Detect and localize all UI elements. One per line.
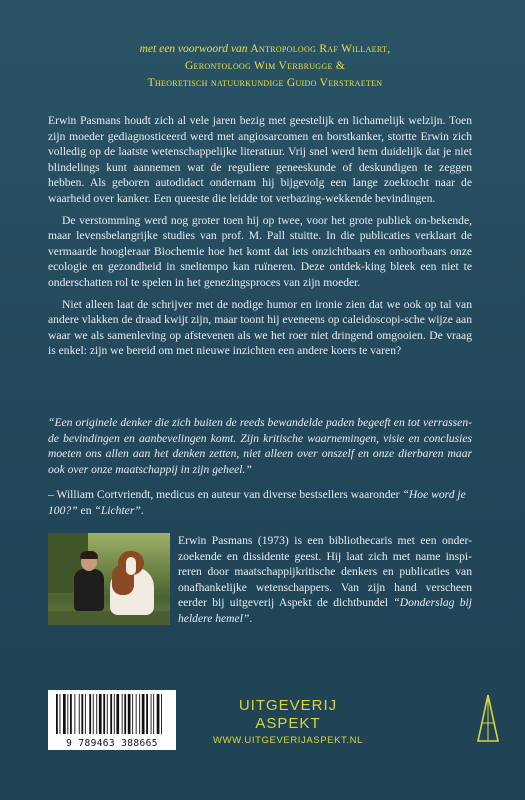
endorsement-quote: “Een originele denker die zich buiten de reeds bewandelde paden begeeft en tot verrassen-de bevindingen en aanbevelingen komt. Zijn kritische waarnemingen, visie en conclusies moeten ons allen aan het denken zetten, niet alleen over onszelf en onze dierbaren maar ook over onze maatschappij in zijn geheel.” (48, 416, 472, 476)
author-photo (48, 533, 170, 625)
attribution-prefix: – William Cortvriendt, medicus en auteur van diverse bestsellers waaronder (48, 488, 400, 501)
blurb-paragraph-3: Niet alleen laat de schrijver met de nodige humor en ironie zien dat we ook op tal van andere vlakken de draad kwijt zijn, maar toont hij eveneens op caleidoscopi-sche wijze aan waar we als samenleving op afstevenen als we het roer niet dringend omgooien. De vraag is enkel: zijn we bereid om met nieuwe inzichten een andere koers te varen? (48, 297, 472, 358)
barcode-bar (114, 694, 115, 734)
barcode-bar (96, 694, 97, 734)
foreword-credits (60, 41, 470, 92)
barcode-bar (128, 694, 131, 734)
barcode-bar (161, 694, 162, 734)
bio-book: “Donderslag bij heldere hemel” (178, 596, 472, 625)
attribution-mid: en (80, 503, 92, 517)
barcode-bar (151, 694, 152, 734)
barcode-bar (136, 694, 137, 734)
isbn-digits: 9 789463 388665 (66, 738, 158, 749)
barcode-bar (107, 694, 108, 734)
barcode-bar (85, 694, 86, 734)
foreword-name-3: Theoretisch natuurkundige Guido Verstraeten (147, 77, 383, 89)
blurb (48, 113, 472, 359)
foreword-name-1: Antropoloog Raf Willaert, (250, 43, 391, 55)
barcode-bar (93, 694, 94, 734)
barcode-bars (48, 690, 176, 738)
publisher-name: UITGEVERIJ ASPEKT (238, 697, 338, 732)
barcode-bar (63, 694, 66, 734)
barcode-bar (81, 694, 83, 734)
author-bio (178, 533, 472, 627)
barcode-bar (74, 694, 75, 734)
publisher-block (208, 697, 368, 746)
publisher-url: WWW.UITGEVERIJASPEKT.NL (213, 735, 363, 746)
barcode-bar (139, 694, 140, 734)
barcode-bar (99, 694, 102, 734)
barcode-bar (132, 694, 133, 734)
barcode-bar (142, 694, 145, 734)
barcode-bar (67, 694, 68, 734)
barcode-bar (116, 694, 119, 734)
endorsement-attribution (48, 487, 472, 518)
blurb-paragraph-2: De verstomming werd nog groter toen hij op twee, voor het grote publiek on-bekende, maar levensbelangrijke studies van prof. M. Pall stuitte. In die publicaties verklaart de vermaarde hoogleraar Biochemie hoe het komt dat iets onzichtbaars en onhoorbaars onze ecologie en gezondheid in sneltempo kan ruïneren. Deze ontdek-king bleek een niet te onderschatten rol te spelen in het genezingsproces van zijn moeder. (48, 213, 472, 289)
barcode-bar (122, 694, 123, 734)
barcode-bar (146, 694, 148, 734)
barcode-bar (70, 694, 72, 734)
attribution-book-1: “Hoe word je 100?” (48, 488, 466, 517)
barcode-bar (56, 694, 58, 734)
blurb-paragraph-1: Erwin Pasmans houdt zich al vele jaren bezig met geestelijk en lichamelijk welzijn. Toen zijn moeder gediagnosticeerd werd met angiosarcomen en borstkanker, stortte Erwin zich volledig op de laatste wetenschappelijke literatuur. Vrij snel werd hem duidelijk dat je niet blindelings kunt aannemen wat de reguliere geneeskunde of deskundigen te zeggen hebben. Als geboren autodidact ondernam hij bijgevolg een lange zoektocht naar de waarheid over kanker. Een queeste die leidde tot verbazing-wekkende bevindingen. (48, 114, 472, 205)
barcode-bar (60, 694, 61, 734)
barcode-bar (157, 694, 160, 734)
foreword-name-2: Gerontoloog Wim Verbrugge & (184, 60, 346, 72)
barcode-bar (124, 694, 126, 734)
barcode-bar (110, 694, 112, 734)
barcode-bar (79, 694, 80, 734)
foreword-prefix: met een voorwoord van (139, 43, 248, 55)
bio-end: . (249, 611, 253, 625)
attribution-book-2: “Lichter” (94, 503, 141, 517)
barcode-bar (89, 694, 91, 734)
aspekt-triangle-logo-icon (477, 693, 499, 743)
barcode-bar (153, 694, 154, 734)
isbn-barcode (48, 690, 176, 750)
attribution-end: . (140, 503, 144, 517)
barcode-bar (103, 694, 105, 734)
bio-text: Erwin Pasmans (1973) is een bibliothecaris met een onder-zoekende en dissidente geest. Hij laat zich met name inspi-reren door maatschappijkritische denkers en publicaties van onafhankelijke wetenschappers. Van zijn hand verscheen eerder bij uitgeverij Aspekt de dichtbundel (178, 534, 472, 610)
